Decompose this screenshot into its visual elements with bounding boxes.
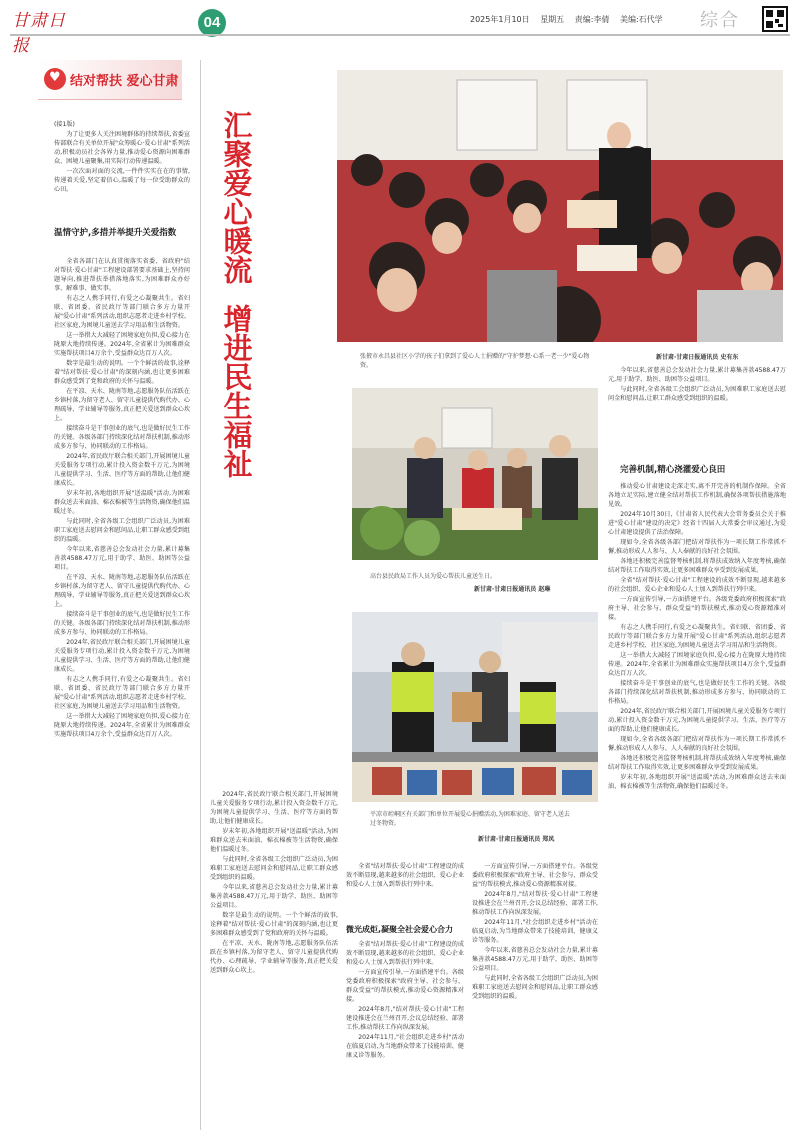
section-1-text: 全省各部门在认真贯彻落实省委、省政府"结对帮扶·爱心甘肃"工程建设部署要求基础上,坚持问题导向,推进帮扶举措落地落实,为困难群众办好事、解难事、做实事。 有志之人携手同行,有爱之心凝聚共生。省妇联、省团委、省民政厅等部门联合多方力量开展"爱心甘肃"系列活动,组织志愿者走进乡村学校、社区家庭,为困境儿童送去学习用品和生活物资。 这一举措大大减轻了困境家庭负担,爱心接力在陇原大地持续传递。2024年,全省累计为困难群众实施帮扶项目4万余个,受益群众达百万人次。 数字是最生动的说明。一个个鲜活的故事,诠释着"结对帮扶·爱心甘肃"的深刻内涵,也让更多困难群众感受到了党和政府的关怀与温暖。 在平凉、天水、陇南等地,志愿服务队伍活跃在乡镇村落,为留守老人、留守儿童提供代购代办、心理疏导、学业辅导等服务,真正把关爱送到群众心坎上。 接续奋斗是干事创业的底气,也是做好民生工作的关键。各级各部门持续深化结对帮扶机制,推动形成多方参与、协同联动的工作格局。 2024年,省民政厅联合相关部门,开展困境儿童关爱服务专项行动,累计投入资金数千万元,为困境儿童提供学习、生活、医疗等方面的帮助,让他们健康成长。 岁末年初,各地组织开展"送温暖"活动,为困难群众送去米面油、棉衣棉被等生活物资,确保他们温暖过冬。 与此同时,全省各级工会组织广泛动员,为困难职工家庭送去慰问金和慰问品,让职工群众感受到组织的温暖。 今年以来,省慈善总会发动社会力量,累计募集善款4588.47万元,用于助学、助医、助困等公益项目。 在平凉、天水、陇南等地,志愿服务队伍活跃在乡镇村落,为留守老人、留守儿童提供代购代办、心理疏导、学业辅导等服务,真正把关爱送到群众心坎上。 接续奋斗是干事创业的底气,也是做好民生工作的关键。各级各部门持续深化结对帮扶机制,推动形成多方参与、协同联动的工作格局。 2024年,省民政厅联合相关部门,开展困境儿童关爱服务专项行动,累计投入资金数千万元,为困境儿童提供学习、生活、医疗等方面的帮助,让他们健康成长。 有志之人携手同行,有爱之心凝聚共生。省妇联、省团委、省民政厅等部门联合多方力量开展"爱心甘肃"系列活动,组织志愿者走进乡村学校、社区家庭,为困境儿童送去学习用品和生活物资。 这一举措大大减轻了困境家庭负担,爱心接力在陇原大地持续传递。2024年,全省累计为困难群众实施帮扶项目4万余个,受益群众达百万人次。 — [54, 258, 190, 738]
photo-classroom — [337, 70, 783, 342]
issue-date: 2025年1月10日 — [470, 15, 530, 24]
intro-text: (接1版) 为了让更多人关注困境群体的持续帮扶,省委宣传部联合有关单位开展"众筹暖心·爱心甘肃"系列活动,积极动员社会各界力量,推动爱心资源向困难群众、困境儿童聚集,用实际行动传递温暖。 一次次面对面的交流,一件件实实在在的事情,传递着关爱,坚定着信心,温暖了每一位受助群众的心田。 — [54, 121, 190, 193]
photo-1-credit: 新甘肃·甘肃日报通讯员 史有东 — [656, 354, 739, 361]
photo-2-caption: 高台县民政局工作人员为爱心帮扶儿童送生日。 — [370, 573, 497, 580]
section-heading-1: 温情守护,多措并举提升关爱指数 — [54, 228, 177, 238]
headline-line-1: 汇聚爱心暖流 — [219, 110, 254, 284]
right-text-top: 今年以来,省慈善总会发动社会力量,累计募集善款4588.47万元,用于助学、助医、助困等公益项目。 与此同时,全省各级工会组织广泛动员,为困难职工家庭送去慰问金和慰问品,让职工群众感受到组织的温暖。 — [608, 367, 786, 402]
heart-icon — [44, 68, 66, 90]
photo-2-credit: 新甘肃·甘肃日报通讯员 赵琳 — [474, 586, 551, 593]
header-rule — [10, 34, 790, 36]
photo-delivery-image — [352, 612, 598, 802]
column-divider — [200, 60, 201, 1130]
photo-birthday-image — [352, 388, 598, 560]
photo-birthday — [352, 388, 598, 560]
section-2-text: 全省"结对帮扶·爱心甘肃"工程建设的成效不断显现,越来越多的社会组织、爱心企业和爱心人士加入到帮扶行列中来。 一方面宣传引导,一方面搭建平台。各级党委政府积极探索"政府主导、社会参与、群众受益"的帮扶模式,推动爱心资源精准对接。 2024年8月,"结对帮扶·爱心甘肃"工程建设推进会在兰州召开,会议总结经验、部署工作,推动帮扶工作向纵深发展。 2024年11月,"社会组织走进乡村"活动在临夏启动,为当地群众带来了技能培训、健康义诊等服务。 — [346, 941, 464, 1059]
headline — [216, 110, 256, 478]
issue-designer: 美编:石代学 — [619, 15, 663, 24]
issue-info — [470, 14, 671, 25]
photo-classroom-image — [337, 70, 783, 342]
middle-text-2: 全省"结对帮扶·爱心甘肃"工程建设的成效不断显现,越来越多的社会组织、爱心企业和爱心人士加入到帮扶行列中来。 — [346, 863, 464, 888]
photo-3-credit: 新甘肃·甘肃日报通讯员 郑凤 — [478, 836, 555, 843]
section-name: 综合 — [700, 10, 740, 31]
masthead-logo: 甘肃日报 — [12, 11, 66, 56]
section-heading-3: 完善机制,精心浇灌爱心良田 — [620, 465, 726, 475]
issue-weekday: 星期五 — [540, 15, 565, 24]
photo-delivery — [352, 612, 598, 802]
headline-line-2: 增进民生福祉 — [219, 304, 254, 478]
page-number-badge: 04 — [198, 9, 226, 37]
section-heading-2: 微光成炬,凝聚全社会爱心合力 — [346, 925, 454, 934]
photo-3-caption: 平凉市崆峒区有关部门和单位开展爱心捐赠活动,为困难家庭、留守老人送去过冬物资。 — [370, 811, 570, 827]
photo-1-caption: 张掖市永昌县社区小学的孩子们拿到了爱心人士捐赠的"守护梦想·心系一老一少"爱心物资。 — [360, 353, 590, 369]
section-3-text: 推动爱心甘肃建设走深走实,离不开完善的机制作保障。全省各地立足实际,建立健全结对帮扶工作机制,确保各项帮扶措施落地见效。 2024年10月30日,《甘肃省人民代表大会常务委员会关于推进"爱心甘肃"建设的决定》经省十四届人大常委会审议通过,为爱心甘肃建设提供了法治保障。 现如今,全省各级各部门把结对帮扶作为一项长期工作常抓不懈,推动形成人人参与、人人奉献的良好社会氛围。 各地还积极完善监督考核机制,将帮扶成效纳入年度考核,确保结对帮扶工作取得实效,让更多困难群众享受到发展成果。 全省"结对帮扶·爱心甘肃"工程建设的成效不断显现,越来越多的社会组织、爱心企业和爱心人士加入到帮扶行列中来。 一方面宣传引导,一方面搭建平台。各级党委政府积极探索"政府主导、社会参与、群众受益"的帮扶模式,推动爱心资源精准对接。 有志之人携手同行,有爱之心凝聚共生。省妇联、省团委、省民政厅等部门联合多方力量开展"爱心甘肃"系列活动,组织志愿者走进乡村学校、社区家庭,为困境儿童送去学习用品和生活物资。 这一举措大大减轻了困境家庭负担,爱心接力在陇原大地持续传递。2024年,全省累计为困难群众实施帮扶项目4万余个,受益群众达百万人次。 接续奋斗是干事创业的底气,也是做好民生工作的关键。各级各部门持续深化结对帮扶机制,推动形成多方参与、协同联动的工作格局。 2024年,省民政厅联合相关部门,开展困境儿童关爱服务专项行动,累计投入资金数千万元,为困境儿童提供学习、生活、医疗等方面的帮助,让他们健康成长。 现如今,全省各级各部门把结对帮扶作为一项长期工作常抓不懈,推动形成人人参与、人人奉献的良好社会氛围。 各地还积极完善监督考核机制,将帮扶成效纳入年度考核,确保结对帮扶工作取得实效,让更多困难群众享受到发展成果。 岁末年初,各地组织开展"送温暖"活动,为困难群众送去米面油、棉衣棉被等生活物资,确保他们温暖过冬。 — [608, 483, 786, 790]
column-banner — [38, 60, 182, 100]
qr-code-icon[interactable] — [762, 6, 788, 32]
middle-text-1: 2024年,省民政厅联合相关部门,开展困境儿童关爱服务专项行动,累计投入资金数千万元,为困境儿童提供学习、生活、医疗等方面的帮助,让他们健康成长。 岁末年初,各地组织开展"送温暖"活动,为困难群众送去米面油、棉衣棉被等生活物资,确保他们温暖过冬。 与此同时,全省各级工会组织广泛动员,为困难职工家庭送去慰问金和慰问品,让职工群众感受到组织的温暖。 今年以来,省慈善总会发动社会力量,累计募集善款4588.47万元,用于助学、助医、助困等公益项目。 数字是最生动的说明。一个个鲜活的故事,诠释着"结对帮扶·爱心甘肃"的深刻内涵,也让更多困难群众感受到了党和政府的关怀与温暖。 在平凉、天水、陇南等地,志愿服务队伍活跃在乡镇村落,为留守老人、留守儿童提供代购代办、心理疏导、学业辅导等服务,真正把关爱送到群众心坎上。 — [210, 791, 338, 974]
section-2-text-cont: 一方面宣传引导,一方面搭建平台。各级党委政府积极探索"政府主导、社会参与、群众受益"的帮扶模式,推动爱心资源精准对接。 2024年8月,"结对帮扶·爱心甘肃"工程建设推进会在兰州召开,会议总结经验、部署工作,推动帮扶工作向纵深发展。 2024年11月,"社会组织走进乡村"活动在临夏启动,为当地群众带来了技能培训、健康义诊等服务。 今年以来,省慈善总会发动社会力量,累计募集善款4588.47万元,用于助学、助医、助困等公益项目。 与此同时,全省各级工会组织广泛动员,为困难职工家庭送去慰问金和慰问品,让职工群众感受到组织的温暖。 — [472, 863, 598, 1000]
issue-editor: 责编:李倩 — [574, 15, 610, 24]
column-banner-title: 结对帮扶 爱心甘肃 — [70, 74, 179, 89]
